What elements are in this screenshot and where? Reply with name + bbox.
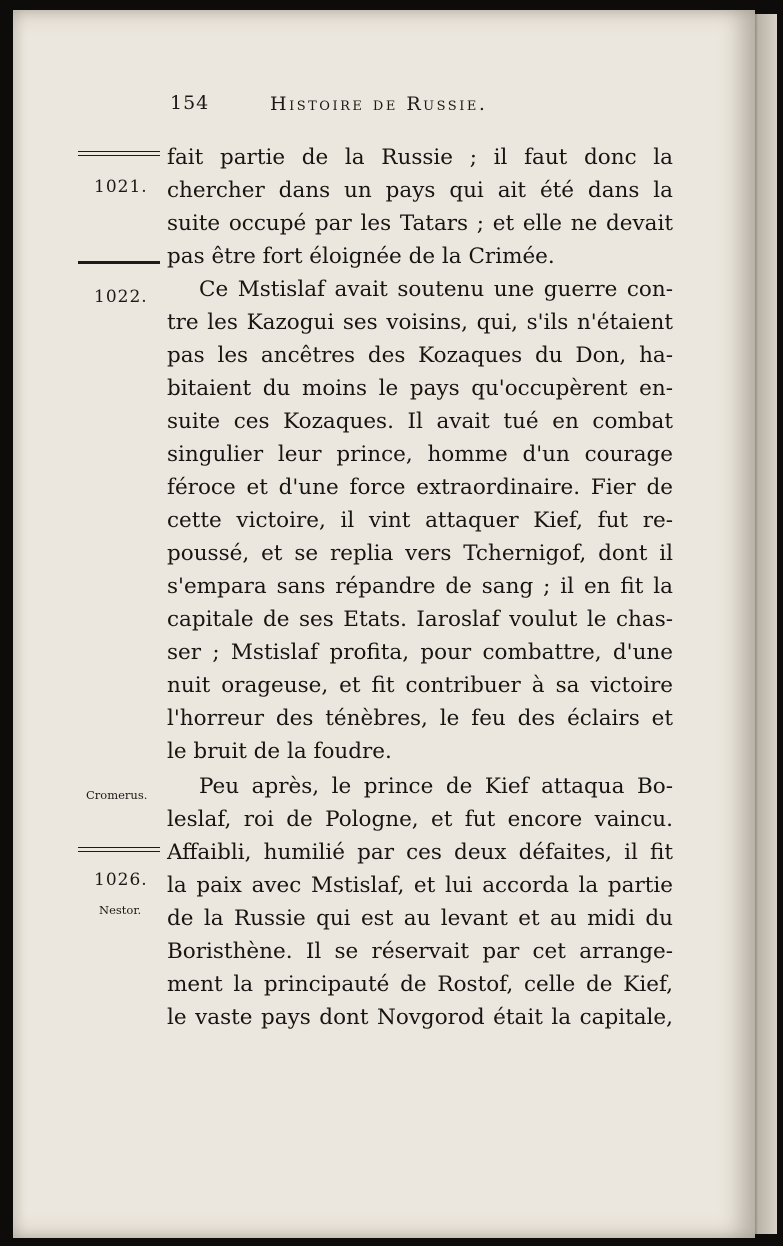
page-header [170, 92, 650, 128]
text-line: tre les Kazogui ses voisins, qui, s'ils n'étaient [167, 310, 673, 335]
margin-rule [78, 847, 160, 852]
text-line: singulier leur prince, homme d'un courage [167, 442, 673, 467]
text-line: l'horreur des ténèbres, le feu des éclairs et [167, 706, 673, 731]
text-line: le bruit de la foudre. [167, 739, 392, 764]
text-line: nuit orageuse, et fit contribuer à sa victoire [167, 673, 673, 698]
text-line: Affaibli, humilié par ces deux défaites, il fit [167, 840, 673, 865]
text-line: suite occupé par les Tatars ; et elle ne devait [167, 211, 673, 236]
text-line: chercher dans un pays qui ait été dans la [167, 178, 673, 203]
text-line: leslaf, roi de Pologne, et fut encore vaincu. [167, 807, 673, 832]
margin-year: 1022. [94, 287, 148, 307]
text-line: bitaient du moins le pays qu'occupèrent en- [167, 376, 673, 401]
text-line: de la Russie qui est au levant et au midi du [167, 906, 673, 931]
text-line: la paix avec Mstislaf, et lui accorda la partie [167, 873, 673, 898]
margin-source: Cromerus. [86, 788, 148, 802]
text-line: Peu après, le prince de Kief attaqua Bo- [199, 774, 673, 799]
text-line: pas être fort éloignée de la Crimée. [167, 244, 555, 269]
margin-source: Nestor. [99, 903, 142, 917]
text-line: Boristhène. Il se réservait par cet arrange- [167, 939, 673, 964]
text-line: capitale de ses Etats. Iaroslaf voulut le chas- [167, 607, 673, 632]
text-line: poussé, et se replia vers Tchernigof, dont il [167, 541, 673, 566]
text-line: cette victoire, il vint attaquer Kief, fut re- [167, 508, 673, 533]
running-head: Histoire de Russie. [270, 93, 488, 115]
text-line: Ce Mstislaf avait soutenu une guerre con- [199, 277, 673, 302]
text-line: pas les ancêtres des Kozaques du Don, ha- [167, 343, 673, 368]
text-line: féroce et d'une force extraordinaire. Fier de [167, 475, 673, 500]
text-line: s'empara sans répandre de sang ; il en fit la [167, 574, 673, 599]
text-line: ment la principauté de Rostof, celle de Kief, [167, 972, 673, 997]
text-line: suite ces Kozaques. Il avait tué en combat [167, 409, 673, 434]
text-line: le vaste pays dont Novgorod était la capitale, [167, 1005, 673, 1030]
page-number: 154 [170, 92, 210, 114]
margin-year: 1026. [94, 870, 148, 890]
margin-rule [78, 261, 160, 264]
margin-rule [78, 151, 160, 156]
text-line: fait partie de la Russie ; il faut donc la [167, 145, 673, 170]
text-line: ser ; Mstislaf profita, pour combattre, d'une [167, 640, 673, 665]
margin-year: 1021. [94, 177, 148, 197]
